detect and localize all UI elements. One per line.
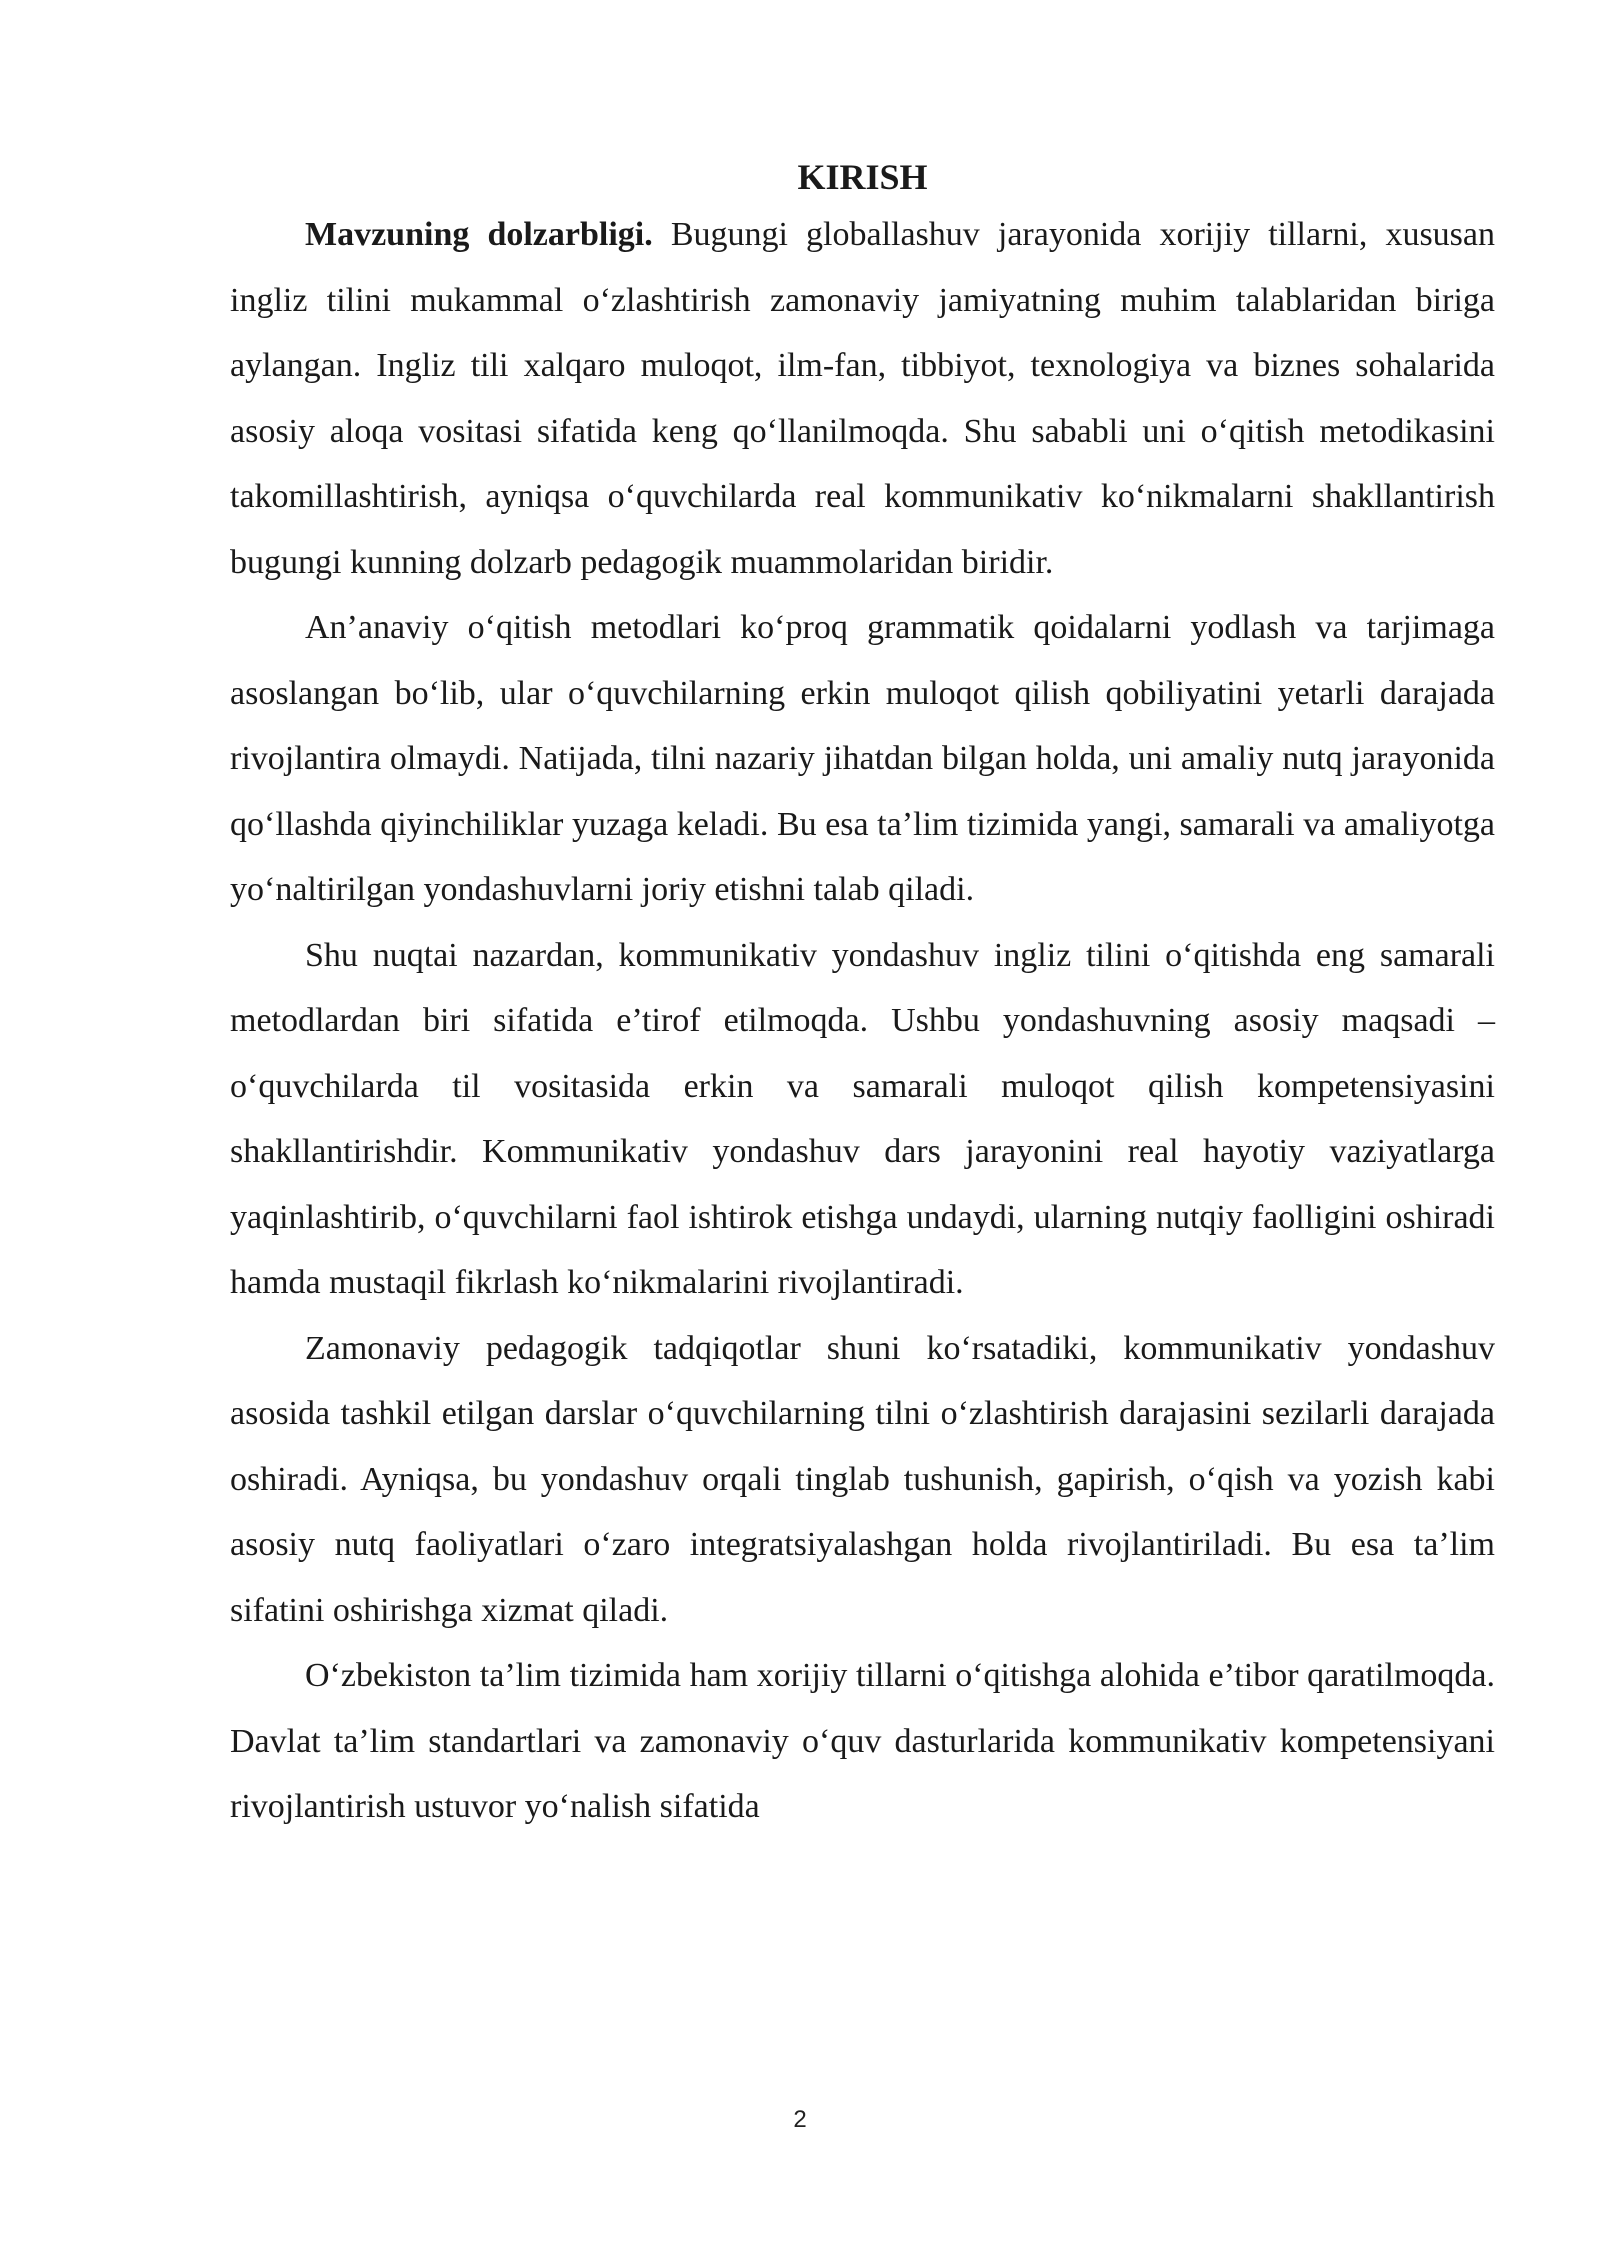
section-title: KIRISH — [797, 157, 928, 197]
paragraph-traditional-methods: An’anaviy o‘qitish metodlari ko‘proq grammatik qoidalarni yodlash va tarjimaga asoslangan bo‘lib, ular o‘quvchilarning erkin muloqot qilish qobiliyatini yetarli darajada rivojlantira olmaydi. Natijada, tilni nazariy jihatdan bilgan holda, uni amaliy nutq jarayonida qo‘llashda qiyinchiliklar yuzaga keladi. Bu esa ta’lim tizimida yangi, samarali va amaliyotga yo‘naltirilgan yondashuvlarni joriy etishni talab qiladi. — [230, 609, 1495, 908]
paragraph-uzbekistan-education: O‘zbekiston ta’lim tizimida ham xorijiy tillarni o‘qitishga alohida e’tibor qaratilmoqda. Davlat ta’lim standartlari va zamonaviy o‘quv dasturlarida kommunikativ kompetensiyani rivojlantirish ustuvor yo‘nalish sifatida — [230, 1657, 1495, 1825]
paragraph-lead-heading: Mavzuning dolzarbligi. — [305, 216, 653, 253]
paragraph-communicative-approach: Shu nuqtai nazardan, kommunikativ yondashuv ingliz tilini o‘qitishda eng samarali metodlardan biri sifatida e’tirof etilmoqda. Ushbu yondashuvning asosiy maqsadi – o‘quvchilarda til vositasida erkin va samarali muloqot qilish kompetensiyasini shakllantirishdir. Kommunikativ yondashuv dars jarayonini real hayotiy vaziyatlarga yaqinlashtirib, o‘quvchilarni faol ishtirok etishga undaydi, ularning nutqiy faolligini oshiradi hamda mustaqil fikrlash ko‘nikmalarini rivojlantiradi. — [230, 936, 1495, 1301]
page-content — [230, 152, 1495, 1840]
paragraph-text: Bugungi globallashuv jarayonida xorijiy tillarni, xususan ingliz tilini mukammal o‘zlashtirish zamonaviy jamiyatning muhim talablaridan biriga aylangan. Ingliz tili xalqaro muloqot, ilm-fan, tibbiyot, texnologiya va biznes sohalarida asosiy aloqa vositasi sifatida keng qo‘llanilmoqda. Shu sababli uni o‘qitish metodikasini takomillashtirish, ayniqsa o‘quvchilarda real kommunikativ ko‘nikmalarni shakllantirish bugungi kunning dolzarb pedagogik muammolaridan biridir. — [230, 216, 1495, 581]
page-number: 2 — [793, 2106, 807, 2133]
paragraph-relevance — [230, 202, 1495, 595]
paragraph-modern-research: Zamonaviy pedagogik tadqiqotlar shuni ko‘rsatadiki, kommunikativ yondashuv asosida tashkil etilgan darslar o‘quvchilarning tilni o‘zlashtirish darajasini sezilarli darajada oshiradi. Ayniqsa, bu yondashuv orqali tinglab tushunish, gapirish, o‘qish va yozish kabi asosiy nutq faoliyatlari o‘zaro integratsiyalashgan holda rivojlantiriladi. Bu esa ta’lim sifatini oshirishga xizmat qiladi. — [230, 1329, 1495, 1629]
